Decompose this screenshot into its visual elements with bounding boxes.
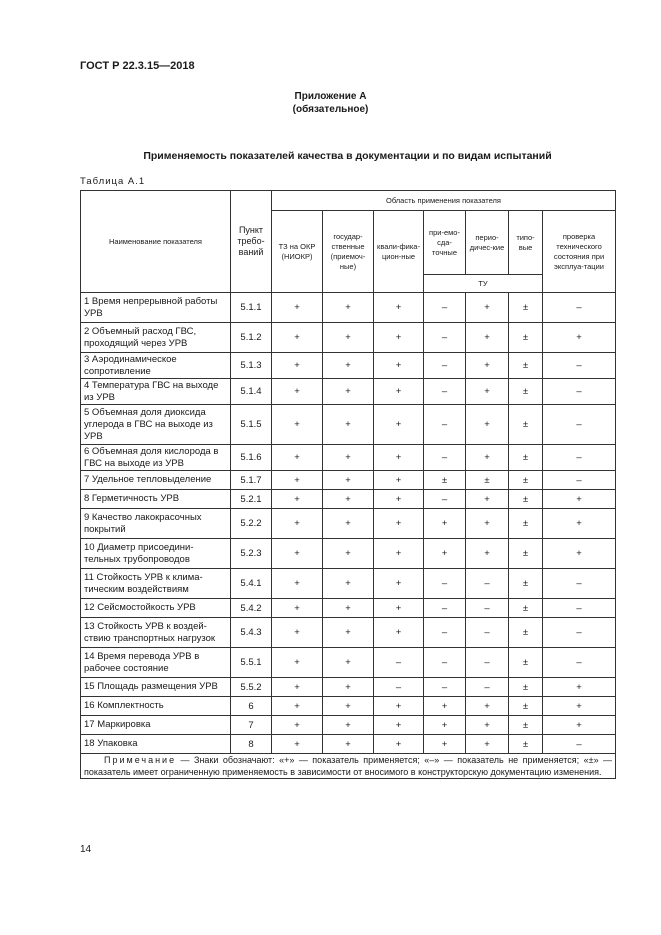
note-label: Примечание — [104, 755, 177, 765]
row-value: + — [272, 405, 323, 445]
row-value: + — [272, 569, 323, 599]
row-value: – — [374, 678, 424, 697]
row-punkt: 5.4.3 — [231, 618, 272, 648]
row-value: + — [466, 353, 509, 379]
table-row — [81, 599, 616, 618]
row-value: – — [466, 678, 509, 697]
row-punkt: 5.2.2 — [231, 509, 272, 539]
row-value: + — [374, 697, 424, 716]
row-value: ± — [509, 735, 543, 754]
row-name: 12 Сейсмостойкость УРВ — [81, 599, 231, 618]
row-value: – — [424, 353, 466, 379]
row-value: + — [466, 697, 509, 716]
row-value: + — [323, 678, 374, 697]
row-value: + — [272, 293, 323, 323]
row-value: – — [424, 293, 466, 323]
row-punkt: 5.1.7 — [231, 471, 272, 490]
row-value: – — [543, 445, 616, 471]
row-value: + — [543, 323, 616, 353]
row-value: + — [323, 539, 374, 569]
row-value: + — [272, 539, 323, 569]
table-row — [81, 323, 616, 353]
row-name: 15 Площадь размещения УРВ — [81, 678, 231, 697]
section-title: Применяемость показателей качества в документации и по видам испытаний — [143, 150, 552, 162]
row-value: + — [466, 490, 509, 509]
row-value: + — [323, 716, 374, 735]
row-value: + — [272, 509, 323, 539]
row-value: + — [323, 599, 374, 618]
row-punkt: 5.5.2 — [231, 678, 272, 697]
row-name: 14 Время перевода УРВ в рабочее состояние — [81, 648, 231, 678]
row-name: 17 Маркировка — [81, 716, 231, 735]
row-value: + — [374, 405, 424, 445]
row-value: – — [543, 599, 616, 618]
row-value: ± — [424, 471, 466, 490]
row-punkt: 5.2.1 — [231, 490, 272, 509]
row-name: 3 Аэродинамическое сопротивление — [81, 353, 231, 379]
row-value: – — [543, 293, 616, 323]
row-value: + — [466, 379, 509, 405]
row-punkt: 5.2.3 — [231, 539, 272, 569]
row-name: 4 Температура ГВС на выходе из УРВ — [81, 379, 231, 405]
row-punkt: 5.1.1 — [231, 293, 272, 323]
row-punkt: 5.4.1 — [231, 569, 272, 599]
row-punkt: 7 — [231, 716, 272, 735]
row-value: + — [466, 405, 509, 445]
row-punkt: 5.1.3 — [231, 353, 272, 379]
row-value: + — [323, 509, 374, 539]
header-col-check: проверка технического состояния при эксплуа-тации — [543, 211, 616, 293]
row-value: + — [272, 471, 323, 490]
header-col-tz: ТЗ на ОКР (НИОКР) — [272, 211, 323, 293]
row-value: – — [424, 379, 466, 405]
row-value: + — [323, 379, 374, 405]
row-value: ± — [509, 490, 543, 509]
row-value: + — [424, 697, 466, 716]
row-value: – — [424, 618, 466, 648]
header-col-type: типо-вые — [509, 211, 543, 275]
row-name: 10 Диаметр присоедини-тельных трубопроводов — [81, 539, 231, 569]
row-name: 9 Качество лакокрасочных покрытий — [81, 509, 231, 539]
row-value: – — [424, 599, 466, 618]
page-number: 14 — [80, 844, 92, 855]
row-value: + — [374, 716, 424, 735]
row-value: ± — [509, 379, 543, 405]
row-value: + — [466, 445, 509, 471]
appendix-title: Приложение А — [294, 91, 367, 102]
row-punkt: 5.1.5 — [231, 405, 272, 445]
row-value: + — [323, 323, 374, 353]
table-row — [81, 539, 616, 569]
row-value: + — [424, 539, 466, 569]
row-value: + — [272, 379, 323, 405]
row-punkt: 5.1.6 — [231, 445, 272, 471]
row-value: + — [323, 569, 374, 599]
row-punkt: 5.5.1 — [231, 648, 272, 678]
row-value: – — [424, 648, 466, 678]
row-value: – — [543, 618, 616, 648]
table-row — [81, 509, 616, 539]
row-value: ± — [509, 293, 543, 323]
row-value: + — [374, 569, 424, 599]
row-value: + — [374, 618, 424, 648]
note-text: — Знаки обозначают: «+» — показатель применяется; «–» — показатель не применяется; «±» — показатель имеет ограниченную применяемость в зависимости от вносимого в конструкторскую документацию изменения. — [84, 755, 613, 777]
row-punkt: 5.1.2 — [231, 323, 272, 353]
row-value: – — [424, 678, 466, 697]
row-value: + — [272, 678, 323, 697]
row-name: 16 Комплектность — [81, 697, 231, 716]
header-col-periodic: перио-дичес-кие — [466, 211, 509, 275]
row-value: ± — [509, 405, 543, 445]
row-value: + — [374, 323, 424, 353]
row-value: – — [543, 471, 616, 490]
row-value: – — [543, 569, 616, 599]
row-value: + — [424, 716, 466, 735]
row-value: + — [374, 379, 424, 405]
header-col-state: государ-ственные (приемоч-ные) — [323, 211, 374, 293]
table-row — [81, 379, 616, 405]
header-col-qual: квали-фика-цион-ные — [374, 211, 424, 293]
row-value: ± — [509, 471, 543, 490]
row-value: – — [543, 735, 616, 754]
row-value: ± — [509, 697, 543, 716]
row-value: + — [323, 618, 374, 648]
row-value: + — [323, 735, 374, 754]
row-value: – — [424, 323, 466, 353]
row-value: ± — [509, 716, 543, 735]
row-name: 6 Объемная доля кислорода в ГВС на выходе из УРВ — [81, 445, 231, 471]
row-value: + — [543, 697, 616, 716]
header-punkt: Пункт требо-ваний — [231, 191, 272, 293]
row-value: ± — [509, 678, 543, 697]
row-value: + — [374, 735, 424, 754]
row-value: + — [424, 509, 466, 539]
row-value: – — [543, 648, 616, 678]
applicability-table — [80, 190, 616, 779]
header-area: Область применения показателя — [272, 191, 616, 211]
row-name: 7 Удельное тепловыделение — [81, 471, 231, 490]
row-punkt: 6 — [231, 697, 272, 716]
row-value: + — [272, 735, 323, 754]
row-value: + — [323, 293, 374, 323]
row-value: + — [543, 678, 616, 697]
row-name: 11 Стойкость УРВ к клима-тическим воздействиям — [81, 569, 231, 599]
row-value: + — [543, 509, 616, 539]
row-name: 8 Герметичность УРВ — [81, 490, 231, 509]
table-row — [81, 697, 616, 716]
row-value: + — [543, 490, 616, 509]
row-value: + — [374, 293, 424, 323]
row-value: + — [272, 353, 323, 379]
row-value: ± — [509, 648, 543, 678]
row-name: 13 Стойкость УРВ к воздей-ствию транспортных нагрузок — [81, 618, 231, 648]
row-value: + — [323, 697, 374, 716]
note-row — [81, 754, 616, 779]
row-punkt: 5.1.4 — [231, 379, 272, 405]
header-tu: ТУ — [424, 275, 543, 293]
row-value: + — [374, 353, 424, 379]
row-value: ± — [509, 569, 543, 599]
table-row — [81, 353, 616, 379]
row-punkt: 5.4.2 — [231, 599, 272, 618]
row-value: – — [543, 353, 616, 379]
row-value: + — [323, 405, 374, 445]
row-value: + — [272, 599, 323, 618]
table-row — [81, 405, 616, 445]
row-value: + — [374, 445, 424, 471]
row-value: – — [543, 379, 616, 405]
table-row — [81, 678, 616, 697]
row-value: + — [272, 445, 323, 471]
row-value: + — [374, 509, 424, 539]
row-value: + — [543, 539, 616, 569]
table-row — [81, 618, 616, 648]
row-value: + — [272, 697, 323, 716]
table-caption: Таблица А.1 — [80, 176, 146, 187]
row-value: + — [323, 445, 374, 471]
row-value: – — [466, 569, 509, 599]
row-value: ± — [509, 539, 543, 569]
row-value: + — [466, 509, 509, 539]
row-value: + — [272, 716, 323, 735]
row-value: ± — [509, 509, 543, 539]
row-value: + — [466, 539, 509, 569]
row-value: ± — [466, 471, 509, 490]
row-value: + — [323, 490, 374, 509]
row-value: + — [323, 471, 374, 490]
table-row — [81, 716, 616, 735]
table-row — [81, 735, 616, 754]
appendix-status: (обязательное) — [292, 104, 369, 115]
header-name: Наименование показателя — [81, 191, 231, 293]
row-value: + — [272, 323, 323, 353]
table-row — [81, 445, 616, 471]
row-value: + — [272, 648, 323, 678]
row-value: – — [424, 490, 466, 509]
table-row — [81, 490, 616, 509]
table-note — [81, 754, 616, 779]
row-value: – — [466, 648, 509, 678]
row-value: – — [424, 405, 466, 445]
row-value: + — [374, 490, 424, 509]
row-value: ± — [509, 599, 543, 618]
row-value: + — [543, 716, 616, 735]
row-name: 2 Объемный расход ГВС, проходящий через УРВ — [81, 323, 231, 353]
row-value: + — [323, 353, 374, 379]
row-value: + — [466, 293, 509, 323]
row-value: ± — [509, 445, 543, 471]
row-value: + — [323, 648, 374, 678]
row-value: + — [424, 735, 466, 754]
table-row — [81, 471, 616, 490]
row-punkt: 8 — [231, 735, 272, 754]
row-name: 1 Время непрерывной работы УРВ — [81, 293, 231, 323]
row-value: ± — [509, 353, 543, 379]
row-value: – — [466, 599, 509, 618]
table-row — [81, 648, 616, 678]
row-value: + — [466, 735, 509, 754]
row-value: – — [424, 569, 466, 599]
row-value: + — [374, 599, 424, 618]
row-value: ± — [509, 618, 543, 648]
row-value: ± — [509, 323, 543, 353]
row-value: + — [374, 471, 424, 490]
row-value: + — [466, 323, 509, 353]
row-value: – — [543, 405, 616, 445]
header-col-acceptance: при-емо-сда-точные — [424, 211, 466, 275]
table-row — [81, 569, 616, 599]
row-value: – — [466, 618, 509, 648]
row-value: + — [466, 716, 509, 735]
row-name: 18 Упаковка — [81, 735, 231, 754]
row-value: + — [272, 490, 323, 509]
row-value: – — [374, 648, 424, 678]
document-header: ГОСТ Р 22.3.15—2018 — [80, 60, 195, 72]
row-value: – — [424, 445, 466, 471]
row-name: 5 Объемная доля диоксида углерода в ГВС на выходе из УРВ — [81, 405, 231, 445]
table-row — [81, 293, 616, 323]
row-value: + — [272, 618, 323, 648]
row-value: + — [374, 539, 424, 569]
